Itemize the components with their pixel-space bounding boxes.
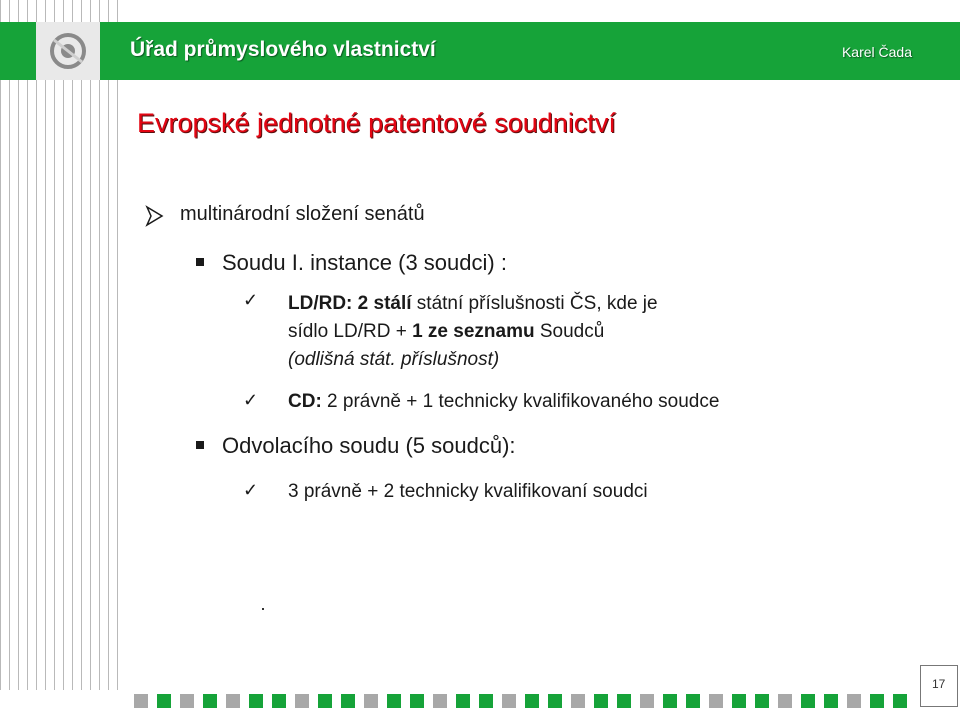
appeal-label: Odvolacího soudu (5 soudců): <box>222 433 516 458</box>
header-title: Úřad průmyslového vlastnictví <box>130 38 436 61</box>
cd-text: 2 právně + 1 technicky kvalifikovaného soudce <box>321 391 720 412</box>
ldrd-line3-italic: (odlišná stát. příslušnost) <box>288 349 500 370</box>
check-icon: ✓ <box>243 480 259 500</box>
ldrd-line2-text: sídlo LD/RD + <box>288 321 413 342</box>
ldrd-line2 <box>288 319 604 345</box>
page-number: 17 <box>932 677 946 691</box>
stray-dot <box>262 608 264 610</box>
arrow-bullet-icon <box>145 205 165 227</box>
point-multinational: multinárodní složení senátů <box>180 203 425 225</box>
square-bullet-icon <box>196 441 204 449</box>
ldrd-line2-bold: 1 ze seznamu <box>412 321 535 342</box>
cd-bold: CD: <box>288 391 322 412</box>
first-instance-label: Soudu I. instance (3 soudci) : <box>222 250 507 275</box>
check-icon: ✓ <box>243 290 259 310</box>
header-author: Karel Čada <box>841 44 912 60</box>
square-bullet-icon <box>196 258 204 266</box>
ldrd-bold: LD/RD: 2 stálí <box>288 293 412 314</box>
office-logo <box>36 22 100 80</box>
ldrd-line2-end: Soudců <box>534 321 605 342</box>
ldrd-text: státní příslušnosti ČS, kde je <box>411 293 658 314</box>
ldrd-line1 <box>288 291 658 317</box>
appeal-text: 3 právně + 2 technicky kvalifikovaní soudci <box>288 481 648 502</box>
ldrd-line3 <box>288 347 499 373</box>
slide-title: Evropské jednotné patentové soudnictví <box>137 108 616 138</box>
decorative-stripes <box>0 0 120 690</box>
footer-decoration <box>134 694 924 708</box>
cd-line <box>288 389 719 415</box>
check-icon: ✓ <box>243 390 259 410</box>
